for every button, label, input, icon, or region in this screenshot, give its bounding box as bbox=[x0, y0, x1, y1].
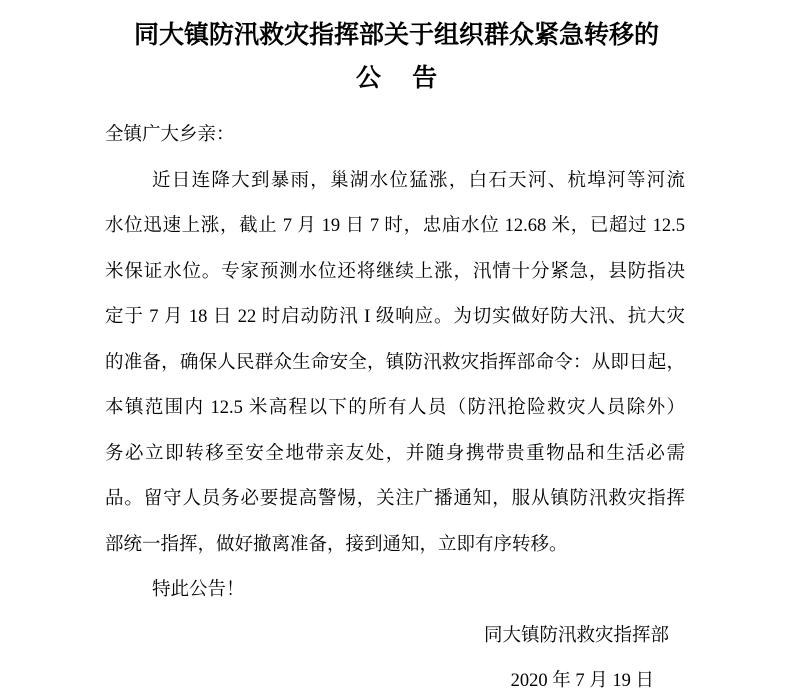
doc-line-para-line: 务必立即转移至安全地带亲友处，并随身携带贵重物品和生活必需 bbox=[105, 443, 685, 464]
doc-line-salutation: 全镇广大乡亲： bbox=[105, 125, 235, 145]
doc-line-para-line: 的准备，确保人民群众生命安全，镇防汛救灾指挥部命令：从即日起， bbox=[105, 352, 685, 373]
doc-line-closing: 特此公告！ bbox=[152, 580, 245, 600]
doc-line-para-last: 部统一指挥，做好撤离准备，接到通知，立即有序转移。 bbox=[105, 534, 568, 555]
doc-line-para-first: 近日连降大到暴雨，巢湖水位猛涨，白石天河、杭埠河等河流 bbox=[152, 170, 685, 191]
doc-line-para-line: 米保证水位。专家预测水位还将继续上涨，汛情十分紧急，县防指决 bbox=[105, 261, 685, 282]
notice-title bbox=[0, 14, 793, 100]
doc-line-para-line: 定于 7 月 18 日 22 时启动防汛 I 级响应。为切实做好防大汛、抗大灾 bbox=[105, 307, 685, 327]
notice-title-line2: 公 告 bbox=[355, 65, 438, 92]
doc-line-para-line: 品。留守人员务必要提高警惕，关注广播通知，服从镇防汛救灾指挥 bbox=[105, 489, 685, 509]
notice-body bbox=[105, 113, 685, 696]
doc-line-para-line: 本镇范围内 12.5 米高程以下的所有人员（防汛抢险救灾人员除外） bbox=[105, 398, 685, 418]
notice-title-line1: 同大镇防汛救灾指挥部关于组织群众紧急转移的 bbox=[133, 22, 659, 49]
doc-line-para-line: 水位迅速上涨，截止 7 月 19 日 7 时，忠庙水位 12.68 米，已超过 12.5 bbox=[105, 216, 685, 236]
doc-line-date: 2020 年 7 月 19 日 bbox=[510, 671, 654, 691]
doc-line-signature: 同大镇防汛救灾指挥部 bbox=[483, 625, 669, 646]
